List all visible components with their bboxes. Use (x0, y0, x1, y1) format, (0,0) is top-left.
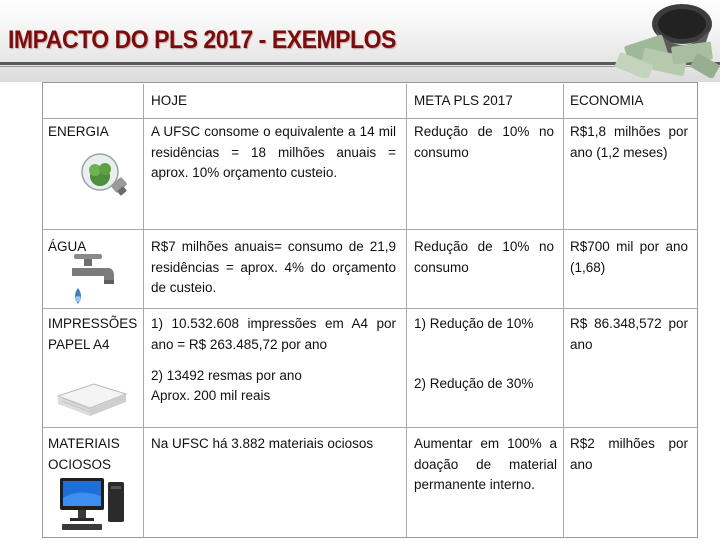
lightbulb-plant-icon (78, 150, 132, 200)
row-label-impressoes: IMPRESSÕES PAPEL A4 (48, 316, 138, 352)
impressoes-hoje-2a: 2) 13492 resmas por ano (151, 368, 302, 383)
grid-hline (42, 308, 698, 309)
agua-hoje: R$7 milhões anuais= consumo de 21,9 residências = aprox. 4% do orçamento de custeio. (151, 239, 396, 295)
impressoes-economia: R$ 86.348,572 por ano (570, 316, 688, 352)
slide-title: IMPACTO DO PLS 2017 - EXEMPLOS (8, 26, 396, 54)
grid-vline (563, 84, 564, 538)
impressoes-hoje-1: 1) 10.532.608 impressões em A4 por ano = R$ 263.485,72 por ano (151, 316, 396, 352)
impressoes-hoje-2b: Aprox. 200 mil reais (151, 388, 271, 403)
energia-meta: Redução de 10% no consumo (414, 124, 554, 160)
row-label-agua: ÁGUA (48, 239, 87, 254)
paper-stack-icon (54, 374, 128, 418)
energia-hoje: A UFSC consome o equivalente a 14 mil residências = 18 milhões anuais = aprox. 10% orçamento custeio. (151, 124, 396, 180)
materiais-meta: Aumentar em 100% a doação de material permanente interno. (414, 436, 557, 492)
header-meta: META PLS 2017 (414, 93, 513, 108)
impressoes-meta-2: 2) Redução de 30% (414, 376, 534, 391)
grid-hline (42, 118, 698, 119)
materiais-economia: R$2 milhões por ano (570, 436, 688, 472)
materiais-hoje: Na UFSC há 3.882 materiais ociosos (151, 436, 374, 451)
grid-hline (42, 229, 698, 230)
money-basket-icon (612, 0, 720, 78)
row-label-energia: ENERGIA (48, 124, 109, 139)
agua-meta: Redução de 10% no consumo (414, 239, 554, 275)
header-hoje: HOJE (151, 93, 188, 108)
grid-vline (406, 84, 407, 538)
desktop-computer-icon (58, 474, 128, 534)
water-faucet-icon (64, 252, 120, 308)
grid-vline (143, 84, 144, 538)
grid-hline (42, 427, 698, 428)
header-economia: ECONOMIA (570, 93, 644, 108)
energia-economia: R$1,8 milhões por ano (1,2 meses) (570, 124, 688, 160)
row-label-materiais: MATERIAIS OCIOSOS (48, 436, 120, 472)
agua-economia: R$700 mil por ano (1,68) (570, 239, 688, 275)
impressoes-meta-1: 1) Redução de 10% (414, 316, 534, 331)
